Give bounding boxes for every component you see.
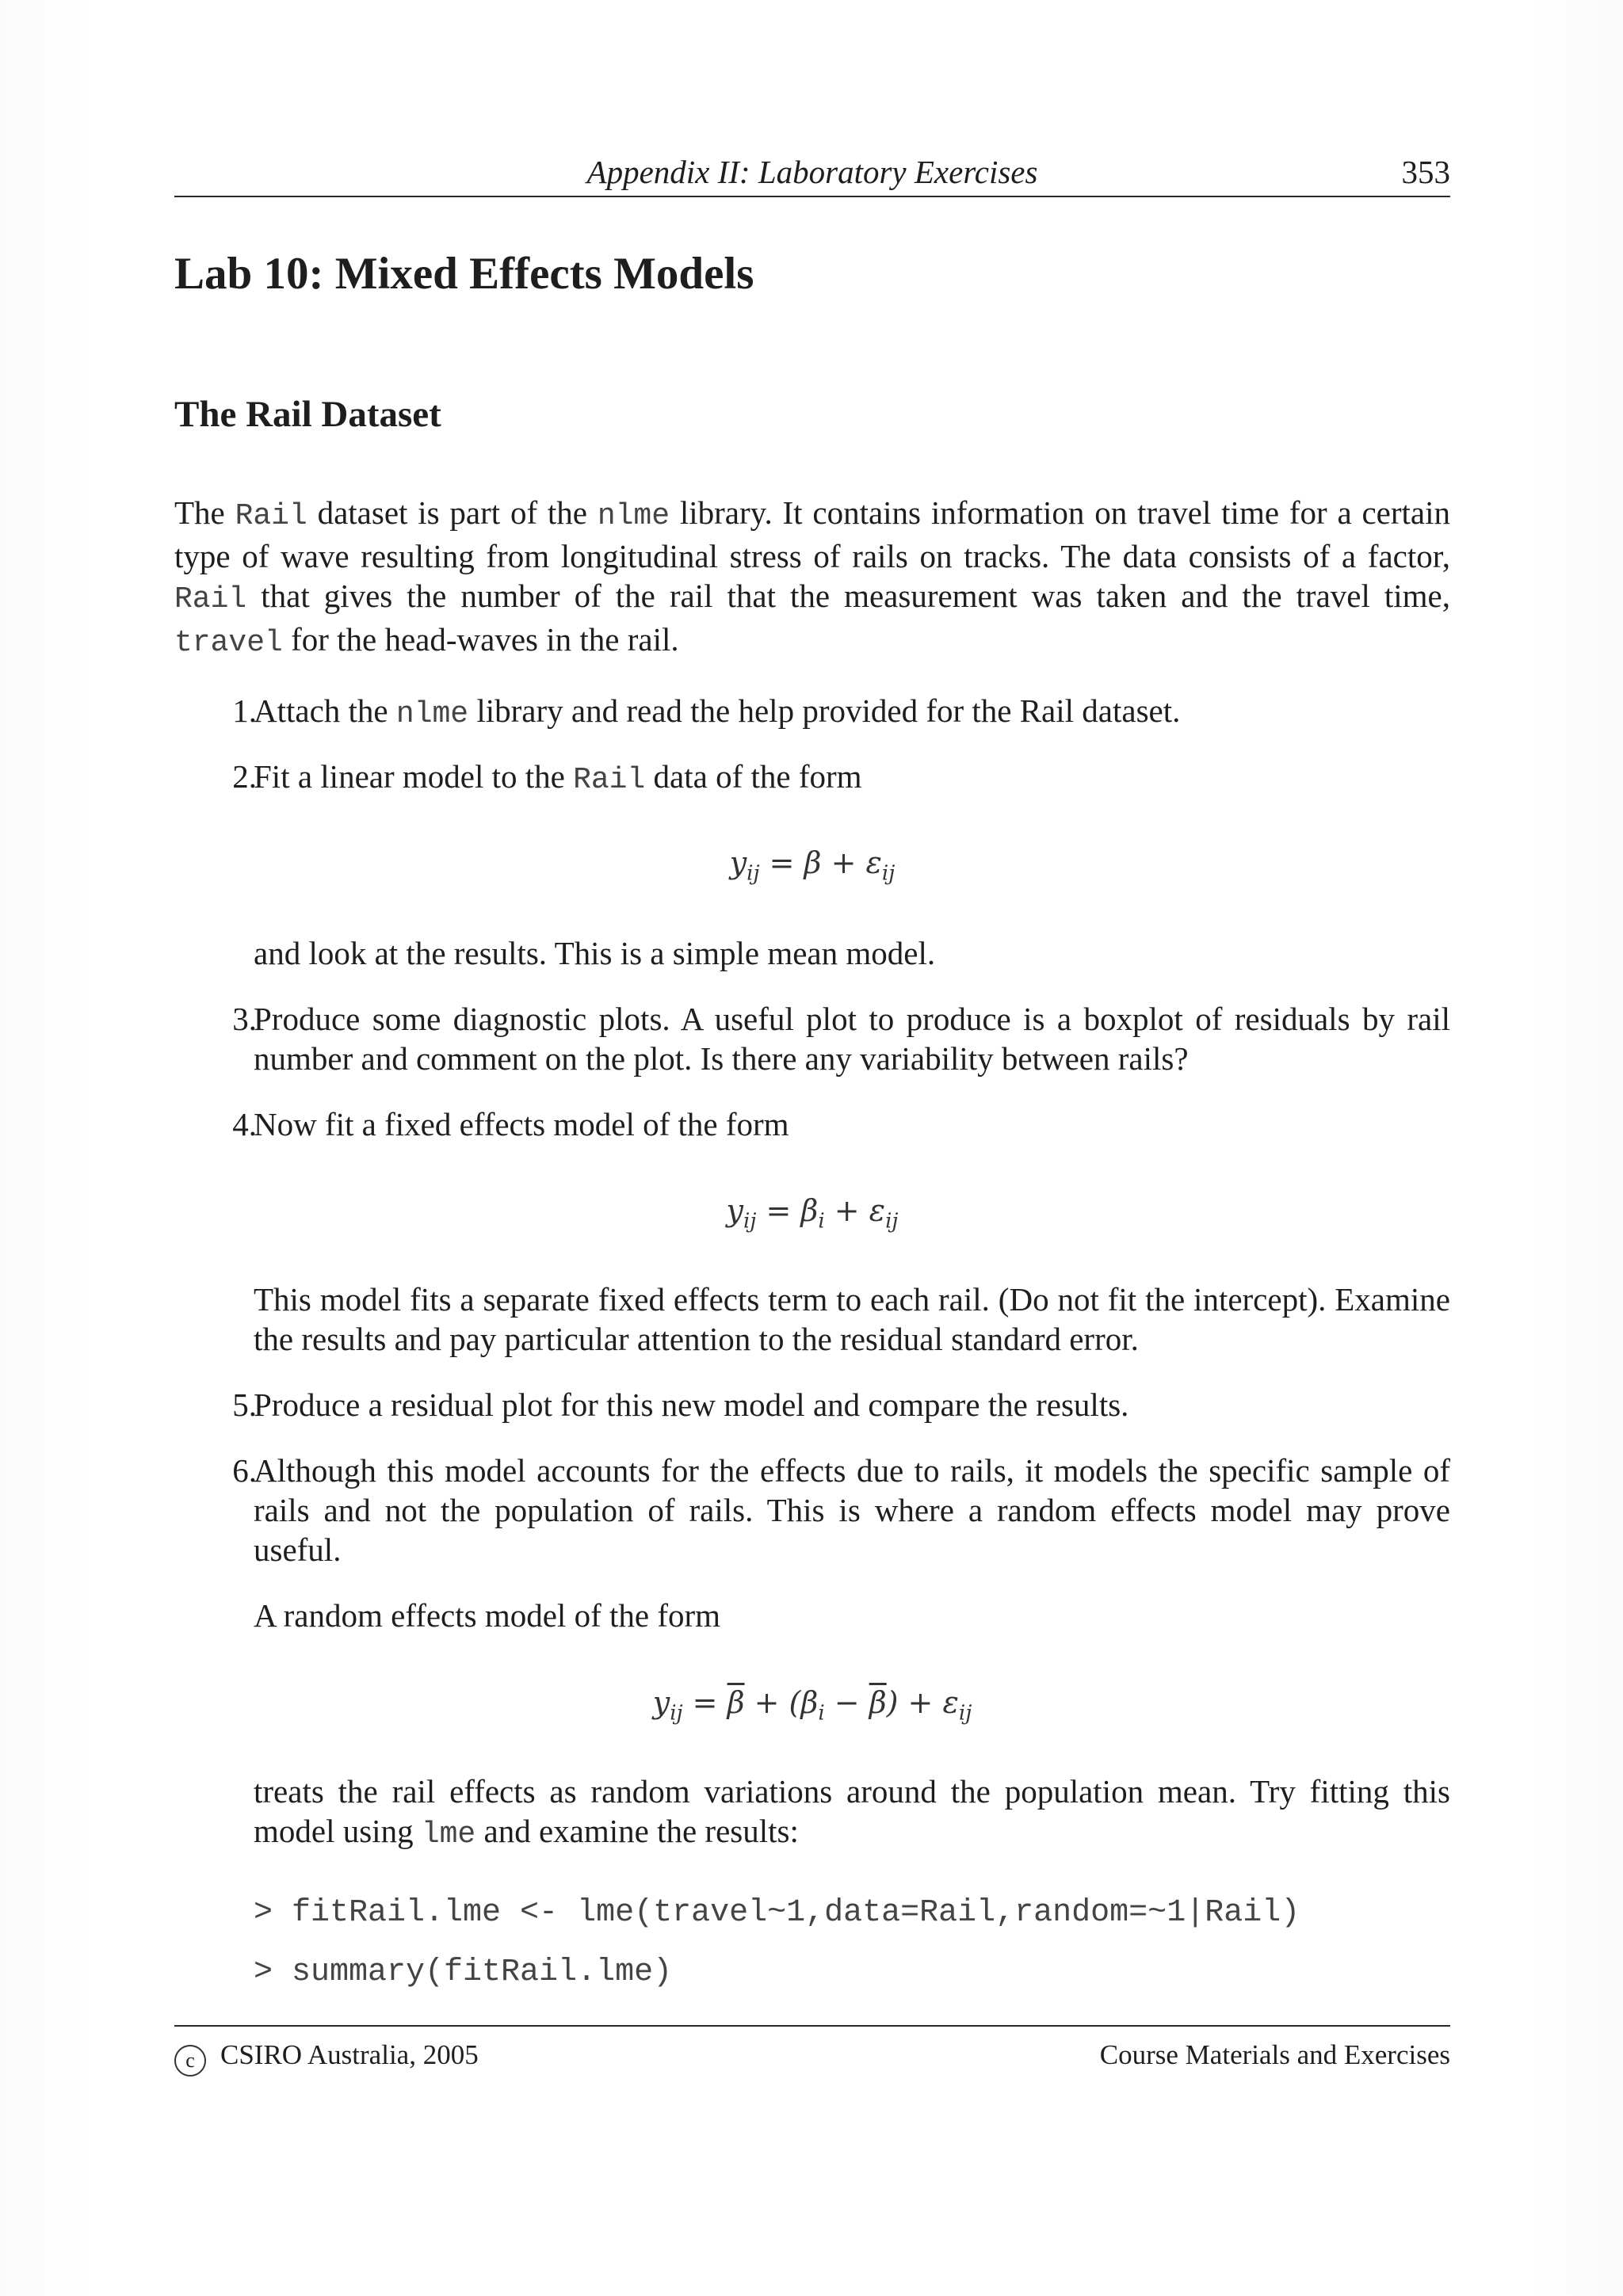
- item-text: [254, 757, 1450, 800]
- item-text: A random effects model of the form: [254, 1597, 721, 1634]
- code-line: > summary(fitRail.lme): [254, 1955, 673, 1990]
- footer-copyright: [174, 2039, 479, 2077]
- item-number: 6.: [232, 1452, 257, 1489]
- intro-text: that gives the number of the rail that the measurement was taken and the travel time,: [246, 578, 1450, 614]
- item-number: 5.: [232, 1386, 257, 1423]
- inline-code: nlme: [395, 697, 469, 731]
- inline-code: Rail: [573, 763, 646, 797]
- code-line: > fitRail.lme <- lme(travel~1,data=Rail,random=~1|Rail): [254, 1895, 1300, 1931]
- item-text-part: Fit a linear model to the: [254, 758, 574, 795]
- intro-text: The: [174, 494, 235, 531]
- equation-random-effects: $y_{ij} = \overline{\beta} + (\beta_i - \overline{\beta}) + \varepsilon_{ij}$: [652, 1685, 972, 1726]
- inline-code: lme: [421, 1817, 476, 1852]
- item-text: and look at the results. This is a simple mean model.: [254, 935, 936, 971]
- item-text: Now fit a fixed effects model of the form: [254, 1106, 789, 1142]
- intro-paragraph: [174, 493, 1450, 663]
- item-number: 3.: [232, 1001, 257, 1037]
- inline-code: nlme: [597, 499, 670, 533]
- item-text: Although this model accounts for the effects due to rails, it models the specific sample of rails and not the population of rails. This is where a random effects model may prove useful.: [254, 1452, 1450, 1568]
- item-text-part: and examine the results:: [475, 1813, 799, 1849]
- inline-code: Rail: [174, 582, 247, 616]
- footer-left-text: CSIRO Australia, 2005: [220, 2039, 479, 2070]
- section-title: The Rail Dataset: [174, 394, 441, 435]
- running-header: [174, 153, 1450, 197]
- inline-code: travel: [174, 626, 283, 660]
- item-text-part: library and read the help provided for the Rail dataset.: [468, 692, 1181, 729]
- header-chapter-title: Appendix II: Laboratory Exercises: [586, 154, 1038, 190]
- intro-text: library. It contains information on travel time for a certain type of wave resulting from longitudinal stress of rails on tracks. The data consists of a factor,: [174, 494, 1450, 574]
- inline-code: Rail: [235, 499, 307, 533]
- copyright-icon: c: [174, 2045, 206, 2077]
- intro-text: dataset is part of the: [307, 494, 598, 531]
- item-text-part: data of the form: [645, 758, 862, 795]
- item-text: [254, 1772, 1450, 1855]
- equation-mean-model: $y_{ij} = \beta + \varepsilon_{ij}$: [729, 845, 896, 886]
- lab-title: Lab 10: Mixed Effects Models: [174, 249, 754, 299]
- footer-right-text: Course Materials and Exercises: [1099, 2039, 1450, 2070]
- item-number: 2.: [232, 758, 257, 795]
- item-text: Produce a residual plot for this new model and compare the results.: [254, 1386, 1129, 1423]
- intro-text: for the head-waves in the rail.: [282, 621, 679, 658]
- item-number: 4.: [232, 1106, 257, 1142]
- item-number: 1.: [232, 692, 257, 729]
- item-text: Produce some diagnostic plots. A useful plot to produce is a boxplot of residuals by rail number and comment on the plot. Is there any variability between rails?: [254, 1001, 1450, 1077]
- page-number: 353: [1401, 154, 1450, 190]
- equation-fixed-effects: $y_{ij} = \beta_i + \varepsilon_{ij}$: [726, 1193, 899, 1234]
- footer-rule: [174, 2025, 1450, 2027]
- item-text: This model fits a separate fixed effects term to each rail. (Do not fit the intercept). Examine the results and pay particular attention to the residual standard error.: [254, 1281, 1450, 1357]
- item-text-part: treats the rail effects as random variations around the population mean. Try fitting this model using: [254, 1773, 1450, 1849]
- item-text: [254, 691, 1450, 734]
- item-text-part: Attach the: [254, 692, 396, 729]
